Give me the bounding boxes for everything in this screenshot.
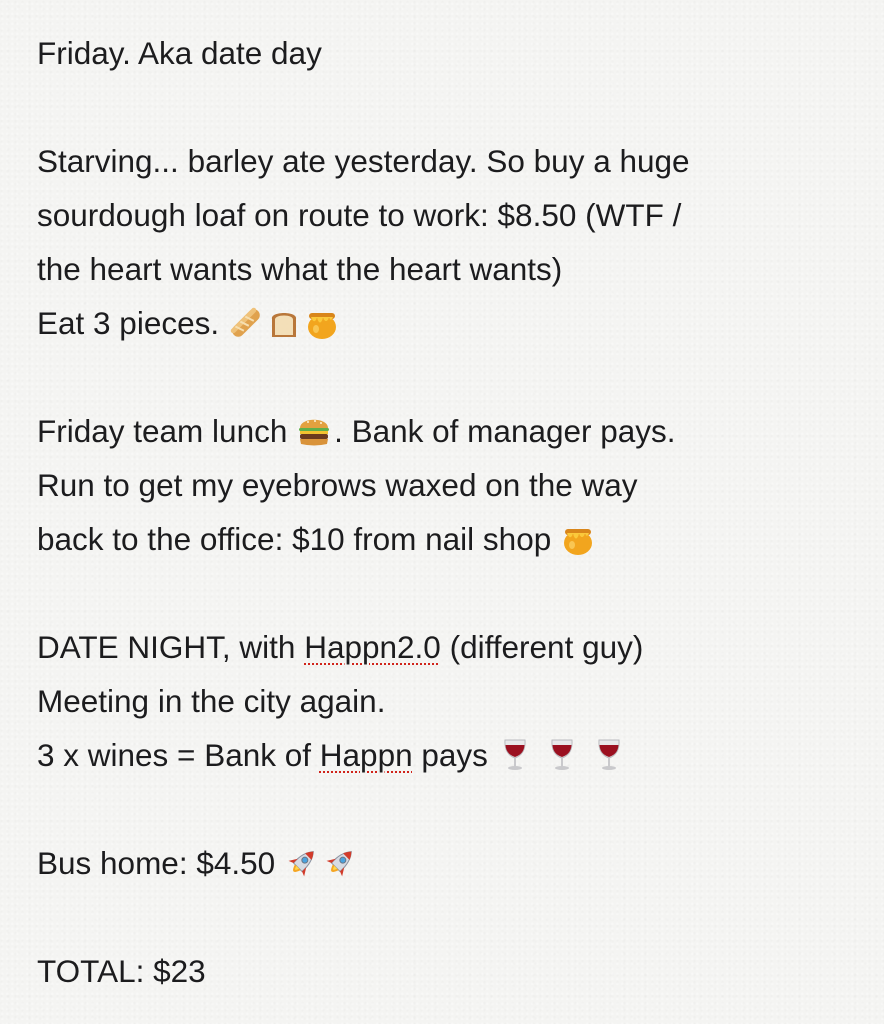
note-text: Friday team lunch <box>37 413 297 449</box>
note-text: Run to get my eyebrows waxed on the way <box>37 467 638 503</box>
note-text: 3 x wines = Bank of <box>37 737 320 773</box>
baguette-icon <box>228 305 264 341</box>
rocket-icon <box>284 845 320 881</box>
note-line <box>37 620 857 674</box>
misspelled-word[interactable]: Happn2.0 <box>304 629 441 665</box>
honey-pot-icon <box>560 521 596 557</box>
note-text: (different guy) <box>440 629 644 665</box>
note-text: Meeting in the city again. <box>37 683 386 719</box>
wine-glass-icon <box>591 737 627 773</box>
note-text: Bus home: $4.50 <box>37 845 284 881</box>
blank-line <box>37 782 857 836</box>
note-text: the heart wants what the heart wants) <box>37 251 563 287</box>
note-line <box>37 134 857 188</box>
note-line <box>37 944 857 998</box>
note-text: Friday. Aka date day <box>37 35 322 71</box>
note-line <box>37 836 857 890</box>
wine-glass-icon <box>497 737 533 773</box>
wine-glass-icon <box>544 737 580 773</box>
note-text: Eat 3 pieces. <box>37 305 228 341</box>
rocket-icon <box>322 845 358 881</box>
note-line <box>37 242 857 296</box>
note-line <box>37 512 857 566</box>
note-line <box>37 188 857 242</box>
honey-pot-icon <box>304 305 340 341</box>
note-text: pays <box>412 737 497 773</box>
note-text: . Bank of manager pays. <box>334 413 676 449</box>
note-text: DATE NIGHT, with <box>37 629 305 665</box>
hamburger-icon <box>296 413 332 449</box>
blank-line <box>37 80 857 134</box>
bread-icon <box>266 305 302 341</box>
note-text: sourdough loaf on route to work: $8.50 (WTF / <box>37 197 682 233</box>
note-text: Starving... barley ate yesterday. So buy a huge <box>37 143 690 179</box>
blank-line <box>37 350 857 404</box>
misspelled-word[interactable]: Happn <box>319 737 413 773</box>
blank-line <box>37 890 857 944</box>
note-text: back to the office: $10 from nail shop <box>37 521 560 557</box>
note-line <box>37 674 857 728</box>
note-line <box>37 404 857 458</box>
total-text: TOTAL: $23 <box>37 953 206 989</box>
note-line <box>37 458 857 512</box>
blank-line <box>37 566 857 620</box>
note-line <box>37 26 857 80</box>
note-line <box>37 728 857 782</box>
note-body[interactable] <box>37 26 857 998</box>
note-line <box>37 296 857 350</box>
